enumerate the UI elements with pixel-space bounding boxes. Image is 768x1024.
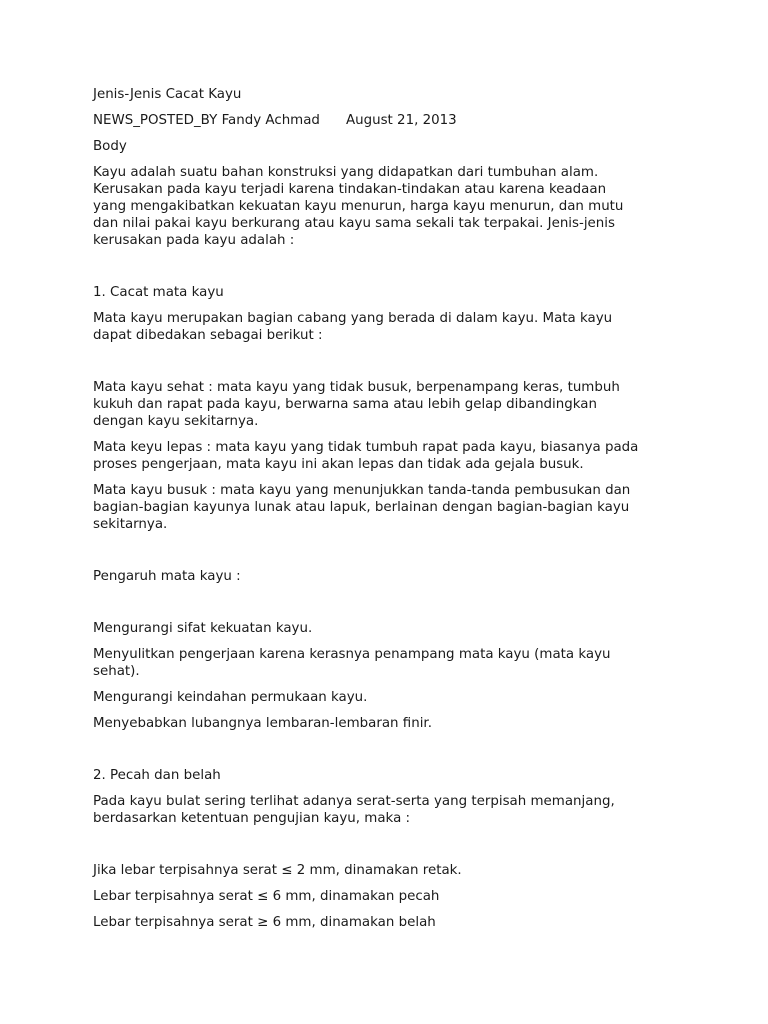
text-line: Mengurangi sifat kekuatan kayu. xyxy=(93,621,313,636)
section-paragraph xyxy=(93,793,693,827)
crack-rule: Lebar terpisahnya serat ≥ 6 mm, dinamakan belah xyxy=(93,915,436,930)
text-line: Pada kayu bulat sering terlihat adanya serat-serta yang terpisah memanjang, xyxy=(93,794,615,809)
text-line: Mengurangi keindahan permukaan kayu. xyxy=(93,690,368,705)
document-title: Jenis-Jenis Cacat Kayu xyxy=(93,87,242,102)
section-heading: 1. Cacat mata kayu xyxy=(93,285,224,300)
text-line: sekitarnya. xyxy=(93,517,168,532)
text-line: sehat). xyxy=(93,664,140,679)
text-line: Mata kayu busuk : mata kayu yang menunjukkan tanda-tanda pembusukan dan xyxy=(93,483,631,498)
text-line: dengan kayu sekitarnya. xyxy=(93,414,259,429)
text-line: dan nilai pakai kayu berkurang atau kayu sama sekali tak terpakai. Jenis-jenis xyxy=(93,216,615,231)
text-line: Mata kayu merupakan bagian cabang yang berada di dalam kayu. Mata kayu xyxy=(93,311,613,326)
knot-type-item xyxy=(93,379,693,430)
effect-item xyxy=(93,620,693,637)
text-line: kerusakan pada kayu adalah : xyxy=(93,233,295,248)
text-line: Menyulitkan pengerjaan karena kerasnya penampang mata kayu (mata kayu xyxy=(93,647,611,662)
text-line: dapat dibedakan sebagai berikut : xyxy=(93,328,323,343)
text-line: Mata kayu sehat : mata kayu yang tidak busuk, berpenampang keras, tumbuh xyxy=(93,380,620,395)
text-line: berdasarkan ketentuan pengujian kayu, maka : xyxy=(93,811,411,826)
effect-item xyxy=(93,689,693,706)
text-line: Kerusakan pada kayu terjadi karena tindakan-tindakan atau karena keadaan xyxy=(93,182,607,197)
effect-item xyxy=(93,646,693,680)
text-line: yang mengakibatkan kekuatan kayu menurun, harga kayu menurun, dan mutu xyxy=(93,199,624,214)
post-date: August 21, 2013 xyxy=(345,113,457,128)
text-line: Menyebabkan lubangnya lembaran-lembaran finir. xyxy=(93,716,432,731)
byline: NEWS_POSTED_BY Fandy Achmad xyxy=(93,113,320,128)
section-heading: 2. Pecah dan belah xyxy=(93,768,221,783)
document-page xyxy=(93,86,693,931)
intro-paragraph xyxy=(93,164,693,249)
text-line: Mata keyu lepas : mata kayu yang tidak tumbuh rapat pada kayu, biasanya pada xyxy=(93,440,639,455)
text-line: Kayu adalah suatu bahan konstruksi yang didapatkan dari tumbuhan alam. xyxy=(93,165,599,180)
text-line: proses pengerjaan, mata kayu ini akan lepas dan tidak ada gejala busuk. xyxy=(93,457,584,472)
body-label: Body xyxy=(93,139,127,154)
knot-type-item xyxy=(93,482,693,533)
text-line: kukuh dan rapat pada kayu, berwarna sama atau lebih gelap dibandingkan xyxy=(93,397,597,412)
effect-item xyxy=(93,715,693,732)
text-line: bagian-bagian kayunya lunak atau lapuk, berlainan dengan bagian-bagian kayu xyxy=(93,500,630,515)
section-paragraph xyxy=(93,310,693,344)
crack-rule: Lebar terpisahnya serat ≤ 6 mm, dinamakan pecah xyxy=(93,889,440,904)
byline-row xyxy=(93,112,693,129)
crack-rule: Jika lebar terpisahnya serat ≤ 2 mm, dinamakan retak. xyxy=(93,863,462,878)
subsection-heading: Pengaruh mata kayu : xyxy=(93,569,241,584)
knot-type-item xyxy=(93,439,693,473)
